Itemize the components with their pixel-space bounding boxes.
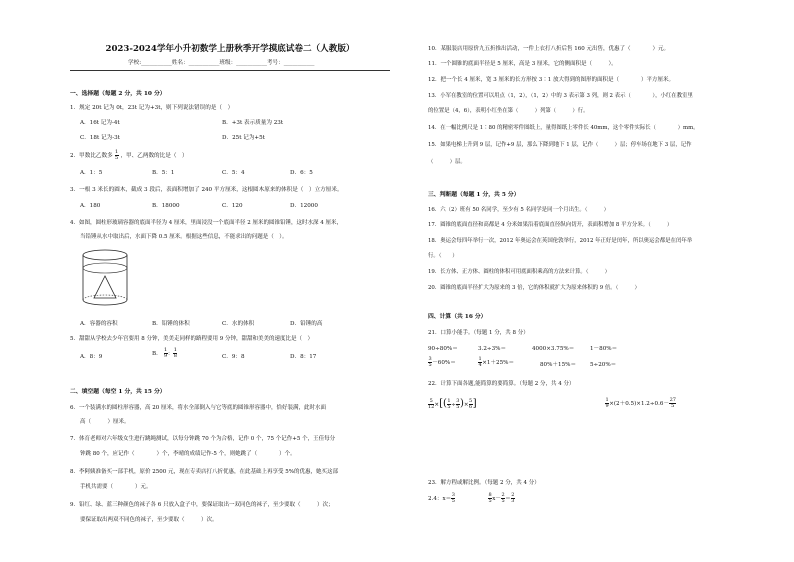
question-9-line1: 9．铅红、绿、蓝三种颜色的袜子各 6 只放入盒子中，要保证取出一双同色的袜子，至少要取（ ）次； [70,502,334,508]
header-divider [70,70,390,71]
q5-option-b: B． $\frac{1}{9}$ ： $\frac{1}{8}$ [152,347,177,359]
q5-option-c: C．9：8 [222,354,245,360]
fraction: $\frac{2}{5}$ [501,492,505,504]
question-18-line1: 18．奥运会每四年举行一次，2012 年奥运会在英国伦敦举行，2012 年正好是闰年，所以奥运会都是在闰年举 [428,238,693,244]
q3-option-d: D．12000 [290,203,318,209]
question-13-line2: 的位置是（4，6），表明小红坐在第（ ）列第（ ）行。 [428,108,589,114]
question-18-line2: 行。（ ） [428,253,458,259]
q3-option-a: A．180 [80,203,101,209]
oral-calc-7: 80%＋15%＝ [540,362,577,368]
oral-calc-5: $\frac{3}{5}$ －60%＝ [428,356,456,368]
fraction: $\frac{1}{9}$ [605,397,609,409]
q5-option-a: A．8：9 [80,354,103,360]
section-choice-title: 一、选择题（每题 2 分，共 10 分） [70,91,166,97]
equation-1: 2.4：x＝ $\frac{3}{5}$ [428,492,455,504]
q2-option-d: D．6：5 [290,170,313,176]
fraction: $\frac{8}{5}$ [488,492,492,504]
question-4-line1: 4．如图，圆柱形玻璃容器的底面半径为 4 厘米，里面浸没一个底面半径 2 厘米的圆锥铅锤，这时水深 4 厘米， [70,220,342,226]
question-21: 21．口算小能手。（每题 1 分，共 8 分） [428,330,529,336]
question-11: 11．一个圆锥的底面半径是 5 厘米，高是 3 厘米，它的侧面积是（ ）。 [428,61,617,67]
fraction: $\frac{1}{5}$ [447,398,451,410]
cylinder-cone-figure [80,248,130,308]
q5-option-d: D．8：17 [290,354,317,360]
question-10: 10．某服装店用原价九五折推出活动，一件上衣打八折后售 160 元出售，优惠了（ ）元。 [428,46,669,52]
q1-option-a: A．16t 记为-4t [80,120,120,126]
question-9-line2: 要保证取出两双不同色的袜子，至少要取（ ）次。 [80,517,218,523]
oral-calc-1: 90÷80%＝ [428,346,458,352]
student-info-line: 学校:___________姓名：___________班级：___________考号：___________ [128,60,315,66]
oral-calc-8: 5÷20%＝ [590,362,617,368]
q2-option-c: C．5：4 [222,170,245,176]
fraction: $\frac{3}{5}$ [428,356,432,368]
q4-option-d: D．铅锤的高 [290,321,323,327]
fraction: $\frac{1}{5}$ [115,149,119,161]
question-6-line2: 高（ ）厘米。 [80,419,130,425]
question-15-line2: （ ）层。 [428,159,466,165]
q1-option-b: B．+3t 表示质量为 23t [222,120,284,126]
expression-2: $\frac{1}{9}$ ×(2＋0.5)×1.2÷0.6－ $\frac{27}{5}$ [605,397,676,409]
question-17: 17．圆锥的底面直径和高都是 4 分米如果沿着底面直径纵向切开，表面积增加 8 平方分米。（ ） [428,222,673,228]
fraction: $\frac{3}{5}$ [451,492,455,504]
oral-calc-2: 3.2÷3%＝ [478,346,507,352]
question-5: 5．甜甜从学校去少年宫要用 8 分钟，美美走同样的路程要用 9 分钟，甜甜和美美的速度比是（ ） [70,336,313,342]
q4-option-c: C．水的体积 [222,321,255,327]
equation-2: $\frac{8}{5}$ x－ $\frac{2}{5}$ ＝ $\frac{2}{3}$ [488,492,515,504]
fraction: $\frac{2}{3}$ [511,492,515,504]
question-7-line1: 7．体育老师对六年级女生进行跳绳测试，以每分钟跳 70 个为合格，记作 0 个，75 个记作+5 个，王佳每分 [70,436,336,442]
question-6-line1: 6．一个装满水的圆柱形容器，高 20 厘米，将水全部倒入与它等底的圆锥形容器中，恰好装满，此时水面 [70,405,326,411]
q1-option-d: D．25t 记为+5t [222,135,265,141]
fraction: $\frac{1}{9}$ [164,347,168,359]
question-8-line2: 手机共需要（ ）元。 [80,484,152,490]
section-fill-title: 二、填空题（每空 1 分，共 15 分） [70,389,166,395]
section-judge-title: 三、判断题（每题 1 分，共 5 分） [428,192,520,198]
fraction: $\frac{27}{5}$ [669,397,676,409]
q1-option-c: C．18t 记为-3t [80,135,120,141]
fraction: $\frac{1}{4}$ [478,356,482,368]
page-title: 2023-2024学年小升初数学上册秋季开学摸底试卷二（人教版） [105,44,355,54]
question-2: 2．甲数比乙数多 $\frac{1}{5}$ ，甲、乙两数的比是（ ） [70,149,188,161]
q3-option-b: B．18000 [152,203,180,209]
q2-option-b: B．5：1 [152,170,175,176]
question-20: 20．圆锥的底面半径扩大为原来的 3 倍，它的体积就扩大为原来体积的 9 倍。（ ） [428,285,640,291]
question-12: 12．把一个长 4 厘米，宽 3 厘米的长方形按 3∶1 放大得到的图形的面积是（ ）平方厘米。 [428,77,674,83]
q2-option-a: A．1：5 [80,170,103,176]
question-4-line2: 当铅锤从水中取出后，水面下降 0.5 厘米。根据这些信息，不能求出的问题是（ ）。 [80,234,288,240]
question-1: 1．规定 20t 记为 0t，23t 记为+3t，则下列说法错误的是（ ） [70,105,234,111]
fraction: $\frac{3}{5}$ [456,398,460,410]
oral-calc-3: 4000×3.75%＝ [532,346,575,352]
question-22: 22．计算下面各题,能简算的要简算。（每题 2 分，共 4 分） [428,381,575,387]
question-14: 14．在一幅比例尺是 1∶80 的精密零件图纸上，量得图纸上零件长 40mm，这个零件实际长（ ）mm。 [428,125,699,131]
expression-1: $\frac{5}{12}$ ×[( $\frac{1}{5}$ ÷ $\frac{3}{5}$ )× $\frac{5}{6}$ ] [428,398,477,410]
question-15-line1: 15．如果电梯上升到 9 层，记作+9 层，那么下降到地下 1 层，记作（ ）层；停车场在地下 3 层，记作 [428,142,692,148]
question-3: 3．一根 3 米长的圆木，截成 3 段后，表面积增加了 240 平方厘米，这根圆木原来的体积是（ ）立方厘米。 [70,187,343,193]
question-19: 19．长方体、正方体、圆柱的体积可用底面积乘高的方法来计算。（ ） [428,269,611,275]
question-13-line1: 13．小军在教室的位置可以用点（1，2），（1，2）中的 3 表示第 3 列，则 2 表示（ ），小红在教室里 [428,93,693,99]
fraction: $\frac{1}{8}$ [173,347,177,359]
fraction: $\frac{5}{12}$ [428,398,435,410]
question-23: 23．解方程或解比例。（每题 2 分，共 4 分） [428,480,540,486]
oral-calc-4: 1－80%＝ [590,346,618,352]
section-calc-title: 四、计算（共 16 分） [428,314,487,320]
question-8-line1: 8．李阿姨准备买一部手机，原价 2500 元，现在专卖店打八折优惠，在此基础上再享受 5%的优惠，她买这部 [70,469,338,475]
fraction: $\frac{5}{6}$ [469,398,473,410]
q3-option-c: C．120 [222,203,243,209]
q4-option-b: B．铅锤的体积 [152,321,190,327]
question-16: 16．六（2）班有 50 名同学，至少有 5 名同学是同一个月出生。（ ） [428,207,610,213]
oral-calc-6: $\frac{1}{4}$ ×1＋25%＝ [478,356,515,368]
question-7-line2: 钟跳 80 个，应记作（ ）个，李晴的成绩记作-5 个，则她跳了（ ）个。 [80,451,296,457]
q4-option-a: A．容器的容积 [80,321,118,327]
